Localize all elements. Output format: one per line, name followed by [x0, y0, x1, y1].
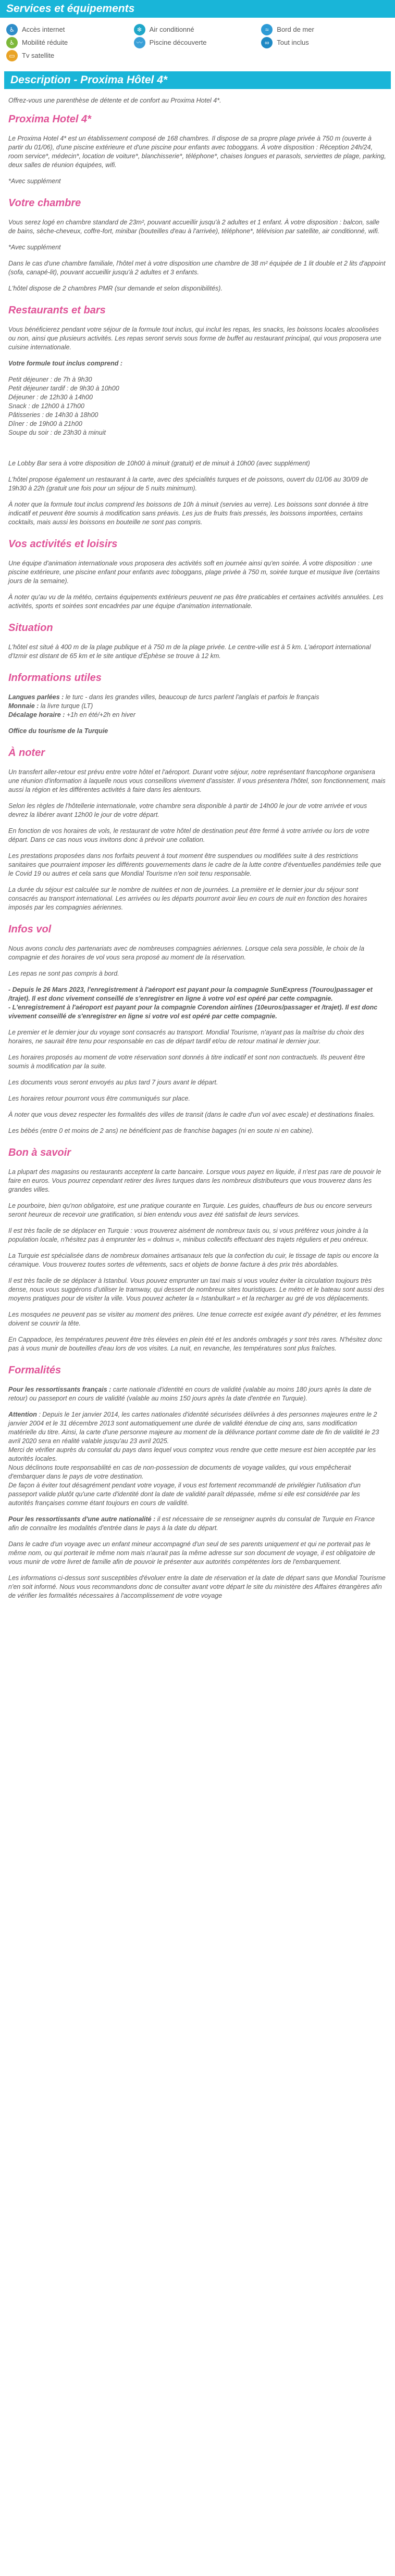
activities-heading: Vos activités et loisirs: [8, 538, 118, 550]
formalities-paragraph: [8, 1515, 387, 1533]
service-label: Tout inclus: [277, 39, 309, 46]
room-family-paragraph: Dans le cas d'une chambre familiale, l'hôtel met à votre disposition une chambre de 38 m² équipée de 1 lit double et 2 lits d'appoint (sofa, canapé-lit), pouvant accueillir jusqu'à 2 adultes et 3 enfants.: [8, 260, 386, 276]
good-to-know-paragraph: La Turquie est spécialisée dans de nombreux domaines artisanaux tels que la confection du cuir, le tissage de tapis ou encore la céramique. Vous trouverez toutes sortes de vêtements, sacs et objets de bonne facture à des prix très abordables.: [8, 1252, 379, 1268]
info-value: le turc - dans les grandes villes, beaucoup de turcs parlent l'anglais et parfois le français: [64, 693, 319, 701]
room-pmr-paragraph: L'hôtel dispose de 2 chambres PMR (sur demande et selon disponibilités).: [8, 285, 223, 292]
formalities-paragraph: De façon à éviter tout désagrément pendant votre voyage, il vous est fortement recommandé de privilégier l'utilisation d'un passeport valide plutôt qu'une carte d'identité dont la date de validité paraît dépassée, même si elle est considérée par les autorités françaises comme étant toujours en cours de validité.: [8, 1482, 361, 1507]
service-label: Bord de mer: [277, 26, 314, 33]
info-time: [8, 711, 387, 719]
service-label: Accès internet: [22, 26, 65, 33]
resto-drinks-note: À noter que la formule tout inclus comprend les boissons de 10h à minuit (servies au verre). Les boissons sont donnée à titre indicatif et peuvent être soumis à modification sans préavis. Les jus de fruits frais pressés, les boissons importées, certains cocktails, mais aussi les boissons en bouteille ne sont pas compris.: [8, 501, 368, 526]
service-label: Piscine découverte: [149, 39, 207, 46]
room-heading: Votre chambre: [8, 197, 81, 209]
room-paragraph: Vous serez logé en chambre standard de 23m², pouvant accueillir jusqu'à 2 adultes et 1 enfant. À votre disposition : balcon, salle de bains, sèche-cheveux, coffre-fort, minibar (bouteilles d'eau à l'arrivée), téléphone*, télévision par satellite, air conditionné, wifi.: [8, 219, 380, 235]
formalities-paragraph: Merci de vérifier auprès du consulat du pays dans lequel vous comptez vous rendre que cette mesure est bien acceptée par les autorités locales.: [8, 1446, 376, 1462]
info-languages: [8, 693, 387, 702]
info-label: Langues parlées :: [8, 693, 64, 701]
all-inclusive-icon: ∞: [261, 37, 273, 48]
formalities-label: Pour les ressortissants d'une autre nationalité :: [8, 1516, 156, 1523]
good-to-know-heading: Bon à savoir: [8, 1147, 71, 1158]
service-label: Air conditionné: [149, 26, 194, 33]
note-paragraph: En fonction de vos horaires de vols, le restaurant de votre hôtel de destination peut être fermé à votre arrivée ou lors de votre départ. Dans ce cas nous vous invitons donc à prévoir une collation.: [8, 827, 369, 843]
list-item: Snack : de 12h00 à 17h00: [8, 402, 84, 410]
note-paragraph: Selon les règles de l'hôtellerie internationale, votre chambre sera disponible à partir de 14h00 le jour de votre arrivée et vous devrez la libérer avant 12h00 le jour de votre départ.: [8, 802, 367, 818]
activities-note: À noter qu'au vu de la météo, certains équipements extérieurs peuvent ne pas être praticables et certaines activités annulées. Les activités, sports et soirées sont encadrées par une équipe d'animation internationale.: [8, 594, 384, 610]
formalities-paragraph: [8, 1410, 387, 1446]
service-internet: [6, 23, 134, 36]
tv-icon: ▭: [6, 50, 18, 61]
list-item: Soupe du soir : de 23h30 à minuit: [8, 429, 106, 436]
flights-paragraph: Le premier et le dernier jour du voyage sont consacrés au transport. Mondial Tourisme, n'ayant pas la maîtrise du choix des horaires, ne saurait être tenu pour responsable en cas de départ tardif et/ou de retour matinal le dernier jour.: [8, 1029, 364, 1045]
resto-heading: Restaurants et bars: [8, 305, 106, 316]
info-label: Décalage horaire :: [8, 711, 65, 718]
pool-icon: 〰: [134, 37, 145, 48]
list-item: Petit déjeuner tardif : de 9h30 à 10h00: [8, 385, 119, 392]
flights-paragraph: À noter que vous devez respecter les formalités des villes de transit (dans le cadre d'un vol avec escale) et destinations finales.: [8, 1111, 375, 1118]
info-value: la livre turque (LT): [39, 702, 93, 710]
resto-paragraph: Vous bénéficierez pendant votre séjour de la formule tout inclus, qui inclut les repas, les snacks, les boissons locales alcoolisées ou non, ainsi que plusieurs activités. Les repas seront servis sous forme de buffet au restaurant principal, qui vous proposera une cuisine internationale.: [8, 326, 381, 351]
services-header: Services et équipements: [0, 0, 395, 18]
service-tv: [6, 49, 134, 62]
note-paragraph: Les prestations proposées dans nos forfaits peuvent à tout moment être suspendues ou modifiées suite à des restrictions sanitaires que pourraient imposer les différents gouvernements dans le cadre de la lutte contre d'éventuelles pandémies telle que le Covid 19 ou autres et cela sans que Mondial Tourisme n'en soit tenu responsable.: [8, 852, 381, 877]
list-item: Petit déjeuner : de 7h à 9h30: [8, 376, 92, 383]
service-pool: [134, 36, 262, 49]
info-label: Monnaie :: [8, 702, 39, 710]
flights-paragraph: Les repas ne sont pas compris à bord.: [8, 970, 119, 977]
service-all-inclusive: [261, 36, 389, 49]
service-label: Tv satellite: [22, 52, 55, 59]
formalities-text: : Depuis le 1er janvier 2014, les cartes nationales d'identité sécurisées délivrées à des personnes majeures entre le 2 janvier 2004 et le 31 décembre 2013 sont automatiquement une durée de validité étendue de cinq ans, sans modification matérielle du titre. Ainsi, la carte d'une personne majeure au moment de la délivrance portant comme date de fin de validité le 23 avril 2020 sera en réalité valable jusqu'au 23 avril 2025.: [8, 1411, 379, 1445]
snowflake-icon: ❄: [134, 24, 145, 35]
good-to-know-paragraph: Il est très facile de se déplacer en Turquie : vous trouverez aisément de nombreux taxis ou, si vous préférez vous joindre à la population locale, n'hésitez pas à emprunter les « dolmus », minibus collectifs effectuant des trajets réguliers et peu onéreux.: [8, 1227, 368, 1243]
good-to-know-paragraph: Le pourboire, bien qu'non obligatoire, est une pratique courante en Turquie. Les guides, chauffeurs de bus ou encore serveurs seront heureux de recevoir une gratification, si bien entendu vous avez été satisfait de leurs services.: [8, 1202, 372, 1218]
good-to-know-paragraph: Les mosquées ne peuvent pas se visiter au moment des prières. Une tenue correcte est exigée avant d'y pénétrer, et les femmes doivent se couvrir la tête.: [8, 1311, 381, 1327]
service-ac: [134, 23, 262, 36]
room-note: *Avec supplément: [8, 244, 61, 251]
resto-a-la-carte: L'hôtel propose également un restaurant à la carte, avec des spécialités turques et de poissons, ouvert du 01/06 au 30/09 de 19h30 à 22h (gratuit une fois pour un séjour de 5 nuits minimum).: [8, 476, 368, 492]
resto-list-title: Votre formule tout inclus comprend :: [8, 360, 122, 367]
note-paragraph: La durée du séjour est calculée sur le nombre de nuitées et non de journées. La première et le dernier jour du séjour sont consacrés au transport international. Les arrivées ou les départs pourront avoir lieu en cours de nuit en fonction des horaires imposés par les compagnies aériennes.: [8, 886, 367, 911]
formalities-text: il est nécessaire de se renseigner auprès du consulat de Turquie en France afin de connaître les modalités d'entrée dans le pays à la date du départ.: [8, 1516, 375, 1532]
flights-paragraph: Les bébés (entre 0 et moins de 2 ans) ne bénéficient pas de franchise bagages (ni en soute ni en cabine).: [8, 1127, 314, 1134]
description-content: [0, 96, 395, 1600]
hotel-note: *Avec supplément: [8, 178, 61, 185]
formalities-label: Pour les ressortissants français :: [8, 1386, 112, 1393]
info-money: [8, 702, 387, 711]
hotel-heading: Proxima Hotel 4*: [8, 113, 91, 125]
description-header: Description - Proxima Hôtel 4*: [4, 71, 391, 89]
service-label: Mobilité réduite: [22, 39, 68, 46]
flights-paragraph: Les horaires retour pourront vous être communiqués sur place.: [8, 1095, 190, 1102]
activities-paragraph: Une équipe d'animation internationale vous proposera des activités soft en journée ainsi qu'en soirée. À votre disposition : une piscine extérieure, une piscine enfant pour enfants avec toboggans, plage privée à 750 m, soirée turque et musique live (certains jours de la semaine).: [8, 560, 380, 585]
flights-warning: - Depuis le 26 Mars 2023, l'enregistrement à l'aéroport est payant pour la compagnie SunExpress (Tourou)passager et /trajet). Il est donc vivement conseillé de s'enregistrer en ligne à votre vol est opéré par cette compagnie.: [8, 986, 373, 1002]
formalities-paragraph: Les informations ci-dessus sont susceptibles d'évoluer entre la date de réservation et la date de départ sans que Mondial Tourisme n'en soit informé. Nous vous recommandons donc de consulter avant votre départ le site du ministère des Affaires étrangères afin de vérifier les formalités nécessaires à l'accomplissement de votre voyage: [8, 1574, 386, 1599]
services-grid: [0, 18, 395, 62]
good-to-know-paragraph: En Cappadoce, les températures peuvent être très élevées en plein été et les andorés ombragés y sont très rares. N'hésitez donc pas à vous munir de bouteilles d'eau lors de vos visites. La nuit, en revanche, les températures sont plus fraîches.: [8, 1336, 382, 1352]
formalities-label: Attention: [8, 1411, 37, 1418]
formalities-text: carte nationale d'identité en cours de validité (valable au moins 180 jours après la date de retour) ou passeport en cours de validité (valable au moins 150 jours après la date d'entrée en Turquie).: [8, 1386, 372, 1402]
good-to-know-paragraph: La plupart des magasins ou restaurants acceptent la carte bancaire. Lorsque vous payez en liquide, il n'est pas rare de pouvoir le faire en euros. Vous pourrez cependant retirer des livres turques dans les nombreux distributeurs que vous trouverez dans les grandes villes.: [8, 1168, 381, 1193]
info-list: [8, 693, 387, 719]
list-item: Déjeuner : de 12h30 à 14h00: [8, 394, 93, 401]
note-heading: À noter: [8, 747, 45, 759]
formalities-paragraph: Dans le cadre d'un voyage avec un enfant mineur accompagné d'un seul de ses parents uniquement et qui ne porterait pas le même nom, ou qui porterait le même nom mais n'aurait pas la même adresse sur son document de voyage, il est obligatoire de vous munir de votre livret de famille afin de pouvoir le présenter aux autorités compétentes lors de l'embarquement.: [8, 1540, 376, 1565]
good-to-know-paragraph: Il est très facile de se déplacer à Istanbul. Vous pouvez emprunter un taxi mais si vous voulez éviter la circulation toujours très dense, nous vous suggérons d'utiliser le tramway, qui dessert de nombreux sites touristiques. Le métro et le bateau sont aussi des moyens pratiques pour de visiter la ville. Vous pouvez acheter la « Istanbulkart » et la recharger au gré de vos déplacements.: [8, 1277, 385, 1302]
intro-text: Offrez-vous une parenthèse de détente et de confort au Proxima Hotel 4*.: [8, 97, 221, 104]
situation-heading: Situation: [8, 622, 53, 634]
service-reduced-mobility: [6, 36, 134, 49]
formalities-heading: Formalités: [8, 1365, 61, 1376]
situation-paragraph: L'hôtel est situé à 400 m de la plage publique et à 750 m de la plage privée. Le centre-ville est à 5 km. L'aéroport international d'Izmir est distant de 65 km et le site antique d'Éphèse se trouve à 12 km.: [8, 643, 371, 660]
flights-paragraph: Nous avons conclu des partenariats avec de nombreuses compagnies aériennes. Lorsque cela sera possible, le choix de la compagnie et des horaires de vol vous sera proposé au moment de la réservation.: [8, 945, 365, 961]
flights-paragraph: Les horaires proposés au moment de votre réservation sont donnés à titre indicatif et sont non contractuels. Ils peuvent être soumis à modification par la suite.: [8, 1054, 365, 1070]
list-item: Dîner : de 19h00 à 21h00: [8, 420, 82, 427]
list-item: Pâtisseries : de 14h30 à 18h00: [8, 411, 98, 419]
flights-warning: - L'enregistrement à l'aéroport est payant pour la compagnie Corendon airlines (10euros/passager et /trajet). Il est donc vivement conseillé de s'enregistrer en ligne si votre vol est opéré par cette compagnie.: [8, 1004, 378, 1020]
formalities-paragraph: [8, 1385, 387, 1403]
wave-icon: ≈: [261, 24, 273, 35]
wheelchair-icon: ♿: [6, 37, 18, 48]
tourism-office-link[interactable]: Office du tourisme de la Turquie: [8, 727, 108, 735]
note-paragraph: Un transfert aller-retour est prévu entre votre hôtel et l'aéroport. Durant votre séjour, notre représentant francophone organisera une réunion d'information à laquelle nous vous conseillons vivement d'assister. Il vous présentera l'hôtel, son fonctionnement, mais aussi la région et les différentes activités à faire dans les alentours.: [8, 768, 386, 793]
flights-paragraph: Les documents vous seront envoyés au plus tard 7 jours avant le départ.: [8, 1079, 218, 1086]
resto-list: [8, 375, 387, 437]
wheelchair-icon: ♿: [6, 24, 18, 35]
hotel-paragraph: Le Proxima Hotel 4* est un établissement composé de 168 chambres. Il dispose de sa propre plage privée à 750 m (ouverte à partir du 01/06), d'une piscine extérieure et d'une piscine pour enfants avec toboggans. À votre disposition : Réception 24h/24, room service*, médecin*, location de voiture*, blanchisserie*, téléphone*, chaises longues et parasols, serviettes de plage, parking, deux salles de réunion équipées, wifi.: [8, 135, 386, 169]
resto-lobby-bar: Le Lobby Bar sera à votre disposition de 10h00 à minuit (gratuit) et de minuit à 10h00 (avec supplément): [8, 460, 310, 467]
service-sea: [261, 23, 389, 36]
info-value: +1h en été/+2h en hiver: [65, 711, 135, 718]
info-heading: Informations utiles: [8, 672, 102, 684]
flights-heading: Infos vol: [8, 924, 52, 935]
formalities-paragraph: Nous déclinons toute responsabilité en cas de non-possession de documents de voyage valides, qui vous empêcherait d'embarquer dans le pays de votre destination.: [8, 1464, 351, 1480]
